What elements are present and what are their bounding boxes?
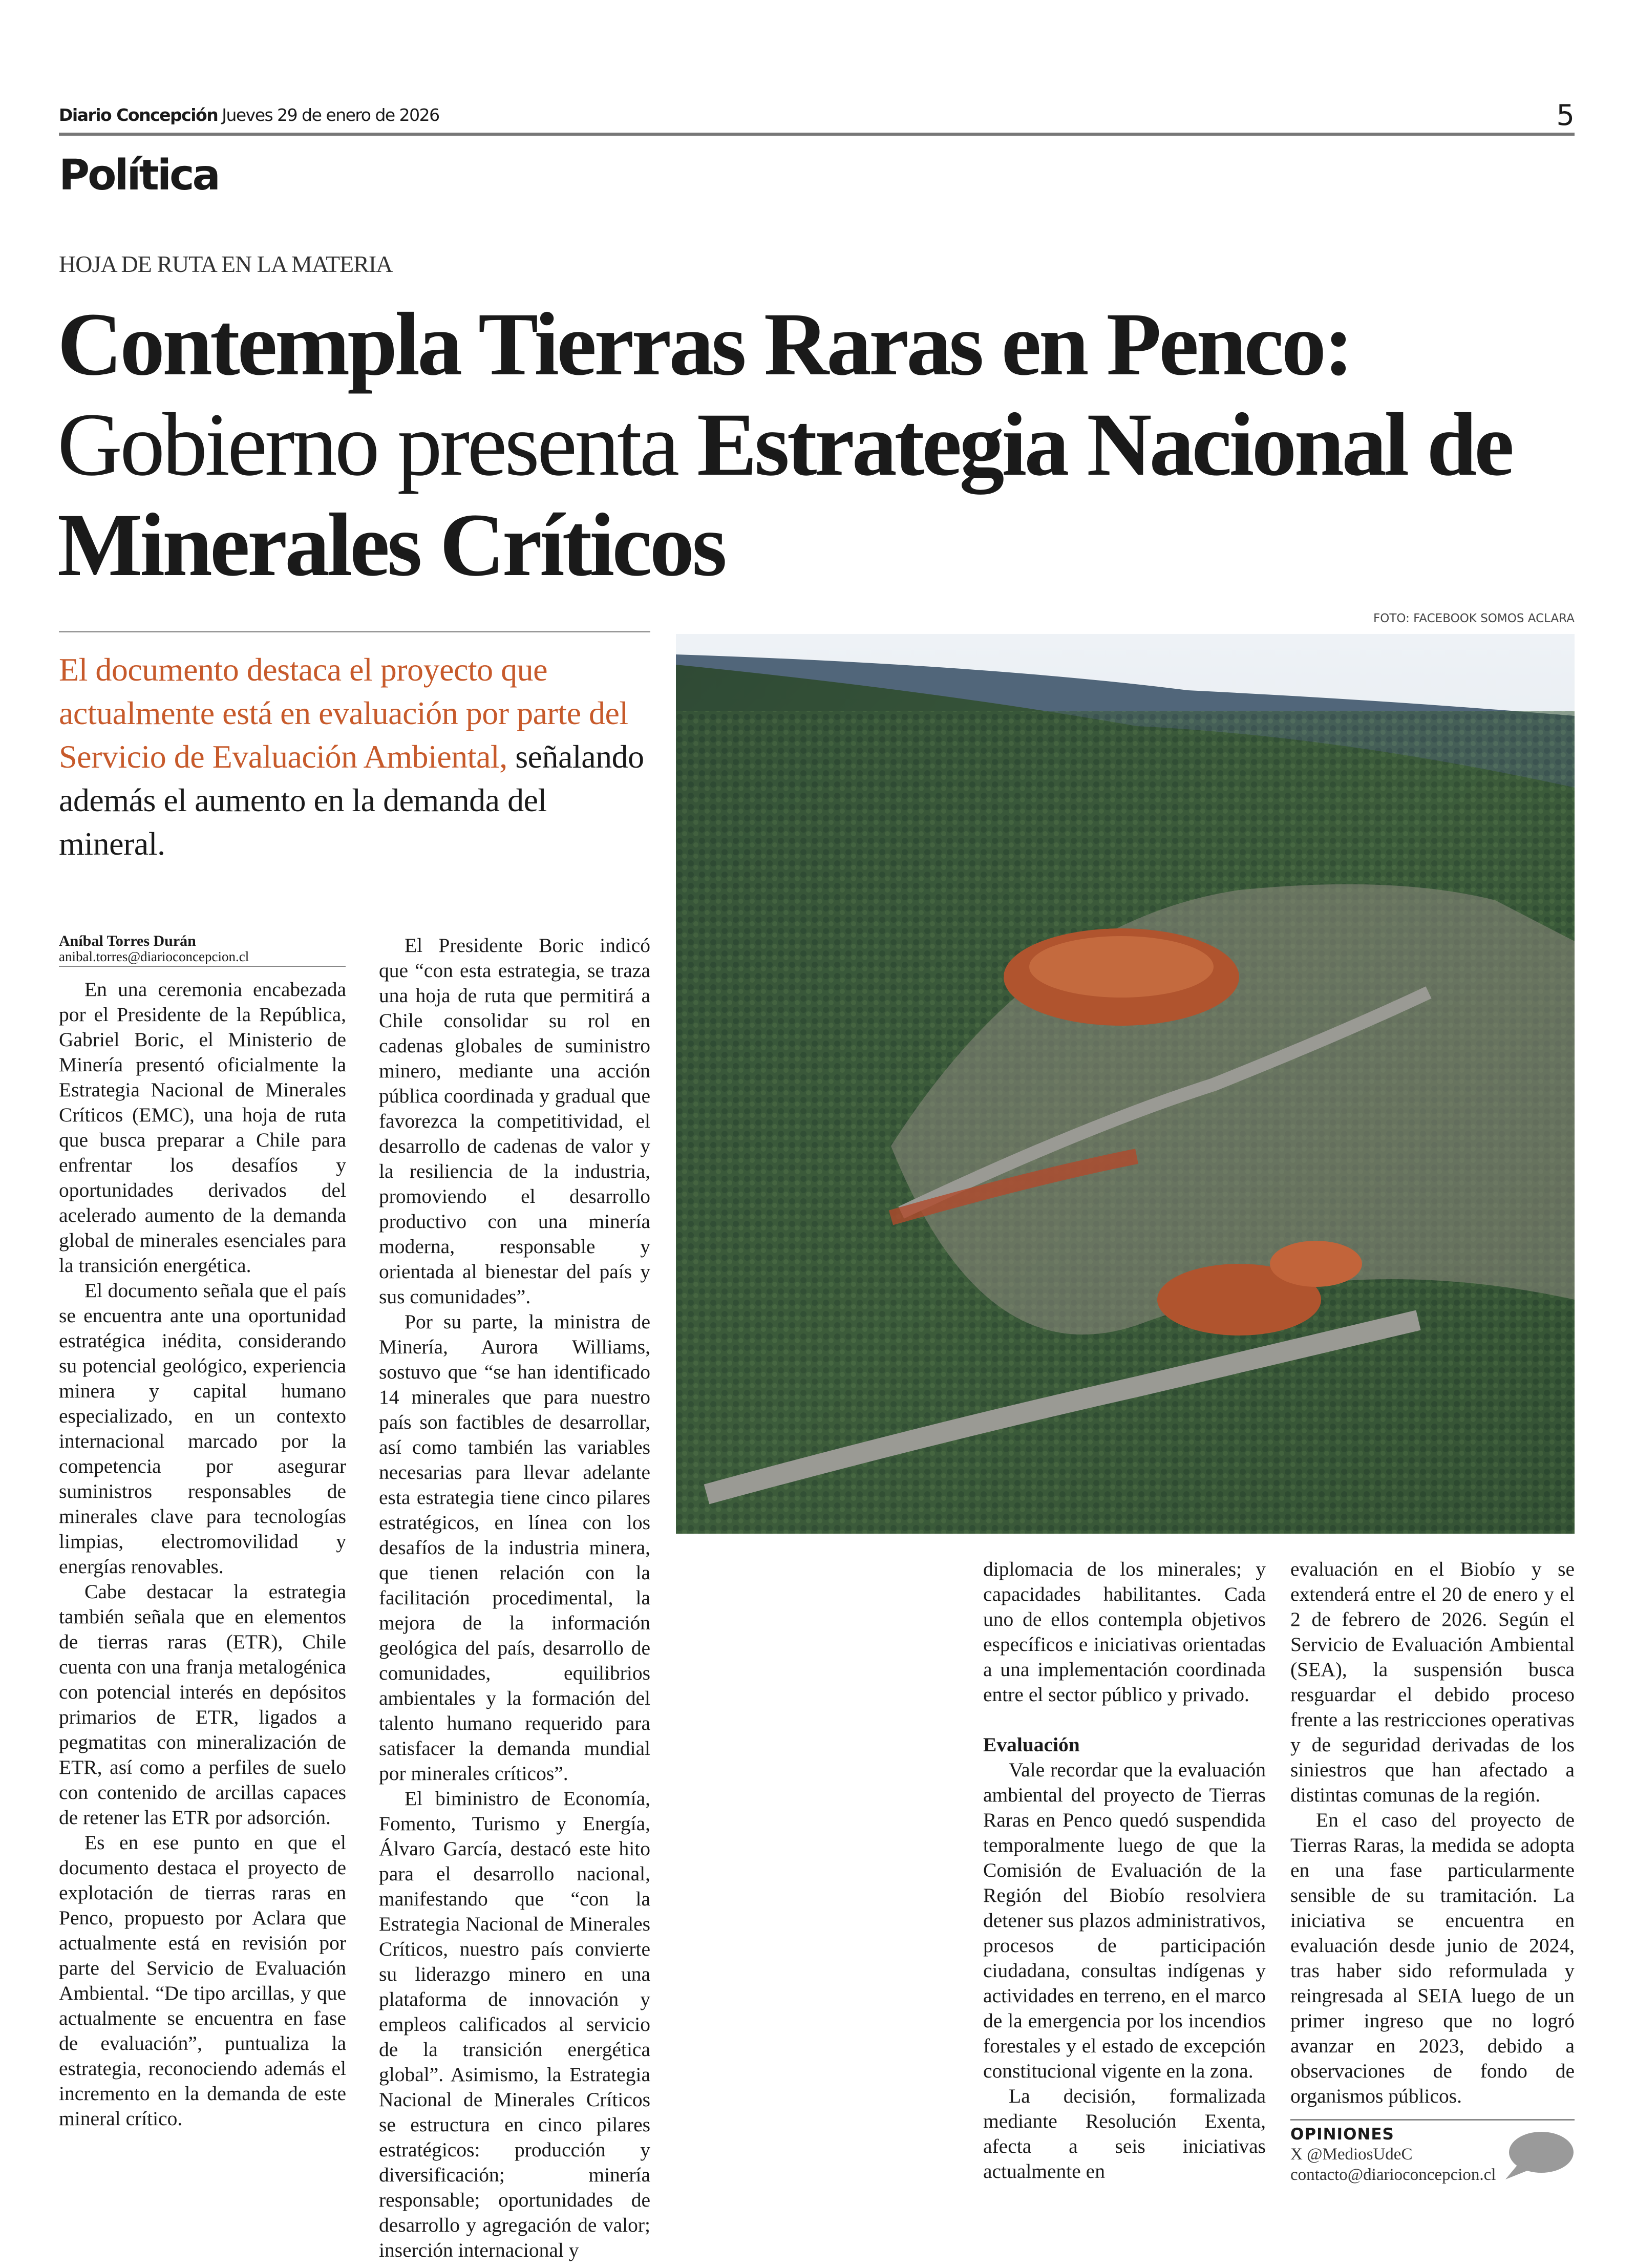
opinions-box [1290, 2119, 1575, 2185]
speech-bubble-icon [1503, 2131, 1575, 2182]
issue-date: Jueves 29 de enero de 2026 [222, 105, 439, 125]
column-1 [59, 977, 346, 2131]
divider [59, 631, 650, 632]
headline-part2: Gobierno presenta [57, 395, 677, 495]
aerial-photo [676, 634, 1575, 1534]
paragraph: El biministro de Economía, Fomento, Turismo y Energía, Álvaro García, destacó este hito para el desarrollo nacional, manifestando que “con la Estrategia Nacional de Minerales Críticos, nuestro país convierte su liderazgo minero en una plataforma de innovación y empleos calificados al servicio de la transición energética global”. Asimismo, la Estrategia Nacional de Minerales Críticos se estructura en cinco pilares estratégicos: producción y diversificación; minería responsable; oportunidades de desarrollo y agregación de valor; inserción internacional y [379, 1787, 650, 2261]
headline [57, 294, 1586, 596]
photo-credit: FOTO: FACEBOOK SOMOS ACLARA [1373, 612, 1575, 625]
column-2 [379, 933, 650, 2263]
contact-email[interactable]: contacto@diarioconcepcion.cl [1290, 2166, 1496, 2184]
opinions-title: OPINIONES [1290, 2125, 1394, 2144]
headline-part1: Contempla Tierras Raras en Penco: [57, 294, 1351, 394]
publication-name: Diario Concepción [59, 105, 218, 125]
subheading: Evaluación [983, 1733, 1080, 1756]
paragraph: El Presidente Boric indicó que “con esta estrategia, se traza una hoja de ruta que permitirá a Chile consolidar su rol en cadenas globales de suministro minero, mediante una acción pública coordinada y gradual que favorezca la competitividad, el desarrollo de cadenas de valor y la resiliencia de la industria, promoviendo el desarrollo productivo con una minería moderna, responsable y orientada al bienestar del país y sus comunidades”. [379, 934, 650, 1308]
author-name: Aníbal Torres Durán [59, 932, 196, 949]
paragraph: Vale recordar que la evaluación ambiental del proyecto de Tierras Raras en Penco quedó suspendida temporalmente luego de que la Comisión de Evaluación de la Región del Biobío resolviera detener sus plazos administrativos, procesos de participación ciudadana, consultas indígenas y actividades en terreno, en el marco de la emergencia por los incendios forestales y el estado de excepción constitucional vigente en la zona. [983, 1758, 1266, 2082]
paragraph: diplomacia de los minerales; y capacidades habilitantes. Cada uno de ellos contempla objetivos específicos e iniciativas orientadas a una implementación coordinada entre el sector público y privado. [983, 1558, 1266, 1706]
column-3 [983, 1557, 1266, 2184]
deck-highlight: El documento destaca el proyecto que actualmente está en evaluación por parte del Servicio de Evaluación Ambiental, [59, 651, 628, 775]
deck [59, 648, 653, 865]
x-handle[interactable]: X @MediosUdeC [1290, 2145, 1413, 2164]
paragraph: Por su parte, la ministra de Minería, Aurora Williams, sostuvo que “se han identificado 14 minerales que para nuestro país son factibles de desarrollar, así como también las variables necesarias para llevar adelante esta estrategia tiene cinco pilares estratégicos, en línea con los desafíos de la industria minera, que tienen relación con la facilitación procedimental, la mejora de la información geológica del país, desarrollo de comunidades, equilibrios ambientales y la formación del talento humano requerido para satisfacer la demanda mundial por minerales críticos”. [379, 1310, 650, 1785]
headline-part3: Estrategia Nacional de Minerales Críticos [57, 395, 1512, 595]
kicker: HOJA DE RUTA EN LA MATERIA [59, 251, 393, 277]
paragraph: Es en ese punto en que el documento destaca el proyecto de explotación de tierras raras en Penco, propuesto por Aclara que actualmente está en revisión por parte del Servicio de Evaluación Ambiental. “De tipo arcillas, y que actualmente se encuentra en fase de evaluación”, puntualiza la estrategia, reconociendo además el incremento en la demanda de este mineral crítico. [59, 1831, 346, 2130]
column-4 [1290, 1557, 1575, 2185]
page-number: 5 [1556, 99, 1575, 132]
paragraph: Cabe destacar la estrategia también señala que en elementos de tierras raras (ETR), Chile cuenta con una franja metalogénica con potencial interés en depósitos primarios de ETR, ligados a pegmatitas con mineralización de ETR, así como a perfiles de suelo con contenido de arcillas capaces de retener las ETR por adsorción. [59, 1580, 346, 1829]
paragraph: evaluación en el Biobío y se extenderá entre el 20 de enero y el 2 de febrero de 2026. Según el Servicio de Evaluación Ambiental (SEA), la suspensión busca resguardar el debido proceso frente a las restricciones operativas y de seguridad derivadas de los siniestros que han afectado a distintas comunas de la región. [1290, 1558, 1575, 1806]
paragraph: El documento señala que el país se encuentra ante una oportunidad estratégica inédita, considerando su potencial geológico, experiencia minera y capital humano especializado, en un contexto internacional marcado por la competencia por asegurar suministros responsables de minerales clave para tecnologías limpias, electromovilidad y energías renovables. [59, 1279, 346, 1578]
author-email[interactable]: anibal.torres@diarioconcepcion.cl [59, 949, 249, 964]
section-title: Política [59, 151, 219, 200]
masthead [59, 99, 1575, 136]
article [0, 250, 1636, 2261]
paragraph: En el caso del proyecto de Tierras Raras, la medida se adopta en una fase particularmente sensible de su tramitación. La iniciativa se encuentra en evaluación desde junio de 2024, tras haber sido reformulada y reingresada al SEIA luego de un primer ingreso que no logró avanzar en 2023, debido a observaciones de fondo de organismos públicos. [1290, 1809, 1575, 2107]
paragraph: En una ceremonia encabezada por el Presidente de la República, Gabriel Boric, el Ministerio de Minería presentó oficialmente la Estrategia Nacional de Minerales Críticos (EMC), una hoja de ruta que busca preparar a Chile para enfrentar los desafíos y oportunidades derivados del acelerado aumento de la demanda global de minerales esenciales para la transición energética. [59, 978, 346, 1277]
article-body-area [0, 611, 1636, 2261]
paragraph: La decisión, formalizada mediante Resolución Exenta, afecta a seis iniciativas actualmente en [983, 2085, 1266, 2182]
byline [59, 933, 346, 967]
deck-rest: señalando además el aumento en la demanda del mineral. [59, 738, 644, 862]
